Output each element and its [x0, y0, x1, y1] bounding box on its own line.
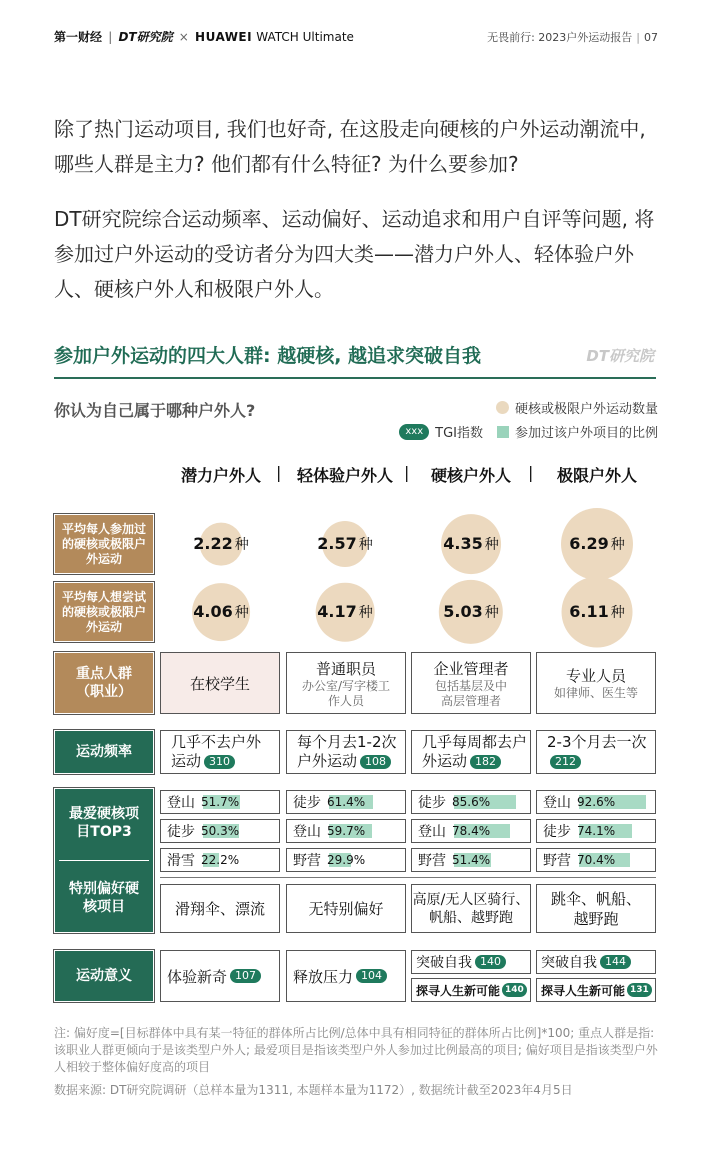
tgi-badge: 140 — [502, 983, 527, 997]
report-header: 无畏前行: 2023户外运动报告 | 07 — [487, 31, 658, 44]
meaning-cell — [536, 950, 656, 974]
meaning-cell — [411, 950, 531, 974]
intro-paragraph-1: 除了热门运动项目, 我们也好奇, 在这股走向硬核的户外运动潮流中, 哪些人群是主力? 他们都有什么特征? 为什么要参加? — [54, 117, 646, 176]
meaning-text: 探寻人生新可能 — [416, 983, 501, 998]
participation-percent: 59.7% — [327, 824, 366, 838]
column-separator: | — [404, 463, 410, 482]
circle-legend-icon — [496, 401, 509, 414]
sport-name: 徒步 — [543, 824, 571, 840]
column-separator: | — [276, 463, 282, 482]
participation-percent: 61.4% — [327, 795, 366, 809]
frequency-text: 几乎不去户外运动 — [171, 733, 262, 770]
count-value: 5.03 种 — [443, 602, 499, 621]
job-title: 普通职员 — [315, 659, 376, 678]
row-label-frequency: 运动频率 — [54, 730, 154, 774]
job-detail: 如律师、医生等 — [553, 686, 638, 700]
row-label-top3: 最爱硬核项目TOP3 — [69, 805, 139, 840]
count-value: 2.57 种 — [317, 534, 373, 553]
meaning-cell — [536, 978, 656, 1002]
top3-cell — [160, 790, 280, 814]
job-title: 在校学生 — [189, 674, 250, 693]
frequency-text: 几乎每周都去户外运动 — [422, 733, 528, 770]
top3-cell — [536, 819, 656, 843]
top3-cell — [411, 819, 531, 843]
participation-percent: 51.4% — [452, 853, 491, 867]
sport-name: 徒步 — [293, 795, 321, 811]
participation-percent: 74.1% — [577, 824, 616, 838]
top3-cell — [160, 819, 280, 843]
frequency-cell — [536, 730, 656, 774]
column-header: 潜力户外人 — [180, 466, 261, 485]
job-title: 企业管理者 — [433, 659, 509, 678]
dt-logo: DT研究院 — [118, 30, 173, 44]
row-label-preference: 特别偏好硬核项目 — [69, 881, 139, 916]
meaning-text: 体验新奇 — [167, 967, 228, 986]
row-label-top3-group — [54, 788, 154, 933]
meaning-cell — [286, 950, 406, 1002]
intro-paragraph-2: DT研究院综合运动频率、运动偏好、运动追求和用户自评等问题, 将参加过户外运动的受访者分为四大类——潜力户外人、轻体验户外人、硬核户外人和极限户外人。 — [54, 207, 655, 301]
frequency-text: 每个月去1-2次户外运动 — [297, 733, 397, 770]
tgi-badge: 144 — [600, 955, 631, 969]
legend-circle: 硬核或极限户外运动数量 — [496, 398, 658, 417]
top3-cell — [160, 848, 280, 872]
top3-cell — [536, 790, 656, 814]
sport-name: 滑雪 — [167, 853, 195, 869]
row-label-avg-done: 平均每人参加过的硬核或极限户外运动 — [54, 514, 154, 574]
tgi-badge: 140 — [475, 955, 506, 969]
tgi-badge: 212 — [550, 755, 581, 769]
preference-cell — [286, 884, 406, 933]
tgi-badge: 182 — [470, 755, 501, 769]
top3-cell — [411, 790, 531, 814]
job-detail: 办公室/写字楼工作人员 — [301, 678, 391, 708]
job-detail: 包括基层及中高层管理者 — [434, 678, 507, 708]
preference-cell — [411, 884, 531, 933]
sport-name: 徒步 — [167, 824, 195, 840]
top3-cell — [411, 848, 531, 872]
top3-cell — [286, 848, 406, 872]
page-number: 07 — [644, 31, 658, 44]
column-header: 硬核户外人 — [430, 466, 511, 485]
participation-percent: 92.6% — [577, 795, 616, 809]
participation-percent: 50.3% — [201, 824, 240, 838]
row-label-avg-want: 平均每人想尝试的硬核或极限户外运动 — [54, 582, 154, 642]
tgi-badge: 131 — [627, 983, 652, 997]
frequency-text: 2-3个月去一次 — [547, 733, 647, 751]
frequency-cell — [411, 730, 531, 774]
meaning-text: 释放压力 — [293, 967, 354, 986]
brand-logos: 第一财经 | DT研究院 × HUAWEI WATCH Ultimate — [54, 30, 354, 44]
sport-name: 徒步 — [418, 795, 446, 811]
huawei-logo: HUAWEI — [195, 30, 253, 44]
meaning-cell — [411, 978, 531, 1002]
report-title: 无畏前行: 2023户外运动报告 — [487, 31, 633, 44]
count-value: 2.22 种 — [193, 534, 249, 553]
tgi-badge: 104 — [356, 969, 387, 983]
participation-percent: 70.4% — [577, 853, 616, 867]
preference-text: 高原/无人区骑行、帆船、越野跑 — [412, 891, 530, 926]
label-divider — [59, 860, 149, 861]
sport-name: 登山 — [167, 795, 195, 811]
key-group-cell — [286, 652, 406, 714]
key-group-cell — [160, 652, 280, 714]
watch-ultimate-label: WATCH Ultimate — [256, 30, 354, 44]
meaning-text: 突破自我 — [416, 955, 472, 971]
column-header: 轻体验户外人 — [296, 466, 393, 485]
sport-name: 登山 — [543, 795, 571, 811]
footnote: 注: 偏好度=[目标群体中具有某一特征的群体所占比例/总体中具有相同特征的群体所占比例]*100; 重点人群是指: 该职业人群更倾向于是该类型户外人; 最爱项目是指该类型户外人参加过比例最高的项目; 偏好项目是指该类型户外人相较于整体偏好度高的项目 — [54, 1026, 658, 1074]
sport-name: 登山 — [293, 824, 321, 840]
frequency-cell — [160, 730, 280, 774]
section-divider — [160, 877, 656, 878]
row-label-key-group: 重点人群（职业） — [54, 652, 154, 714]
data-source: 数据来源: DT研究院调研（总样本量为1311, 本题样本量为1172）, 数据统计截至2023年4月5日 — [54, 1083, 573, 1097]
key-group-cell — [411, 652, 531, 714]
top3-cell — [286, 819, 406, 843]
frequency-cell — [286, 730, 406, 774]
column-separator: | — [528, 463, 534, 482]
job-title: 专业人员 — [565, 667, 626, 685]
count-value: 4.06 种 — [193, 602, 249, 621]
legend-tgi-bar: xxx TGI指数 参加过该户外项目的比例 — [399, 422, 658, 441]
top3-cell — [286, 790, 406, 814]
sport-name: 野营 — [418, 853, 446, 869]
preference-cell — [160, 884, 280, 933]
participation-percent: 22.2% — [201, 853, 240, 867]
cbn-logo: 第一财经 — [54, 30, 103, 44]
preference-text: 跳伞、帆船、越野跑 — [550, 889, 641, 928]
page-header — [0, 0, 710, 70]
tgi-legend-badge: xxx — [399, 424, 429, 440]
key-group-cell — [536, 652, 656, 714]
participation-percent: 51.7% — [201, 795, 240, 809]
participation-percent: 85.6% — [452, 795, 491, 809]
preference-text: 无特别偏好 — [308, 899, 384, 918]
participation-percent: 78.4% — [452, 824, 491, 838]
count-value: 6.11 种 — [569, 602, 625, 621]
tgi-badge: 108 — [360, 755, 391, 769]
survey-question: 你认为自己属于哪种户外人? — [54, 401, 256, 420]
meaning-text: 突破自我 — [541, 955, 597, 971]
participation-percent: 29.9% — [327, 853, 366, 867]
meaning-cell — [160, 950, 280, 1002]
top3-cell — [536, 848, 656, 872]
tgi-badge: 310 — [204, 755, 235, 769]
section-title: 参加户外运动的四大人群: 越硬核, 越追求突破自我 — [54, 345, 482, 367]
row-label-meaning: 运动意义 — [54, 950, 154, 1002]
dt-watermark: DT研究院 — [586, 347, 654, 365]
preference-cell — [536, 884, 656, 933]
count-value: 6.29 种 — [569, 534, 625, 553]
title-underline — [54, 377, 656, 379]
column-header: 极限户外人 — [556, 466, 637, 485]
count-value: 4.17 种 — [317, 602, 373, 621]
sport-name: 登山 — [418, 824, 446, 840]
preference-text: 滑翔伞、漂流 — [174, 899, 265, 918]
sport-name: 野营 — [293, 853, 321, 869]
count-value: 4.35 种 — [443, 534, 499, 553]
tgi-badge: 107 — [230, 969, 261, 983]
bar-legend-icon — [497, 426, 509, 438]
meaning-text: 探寻人生新可能 — [541, 983, 626, 998]
sport-name: 野营 — [543, 853, 571, 869]
